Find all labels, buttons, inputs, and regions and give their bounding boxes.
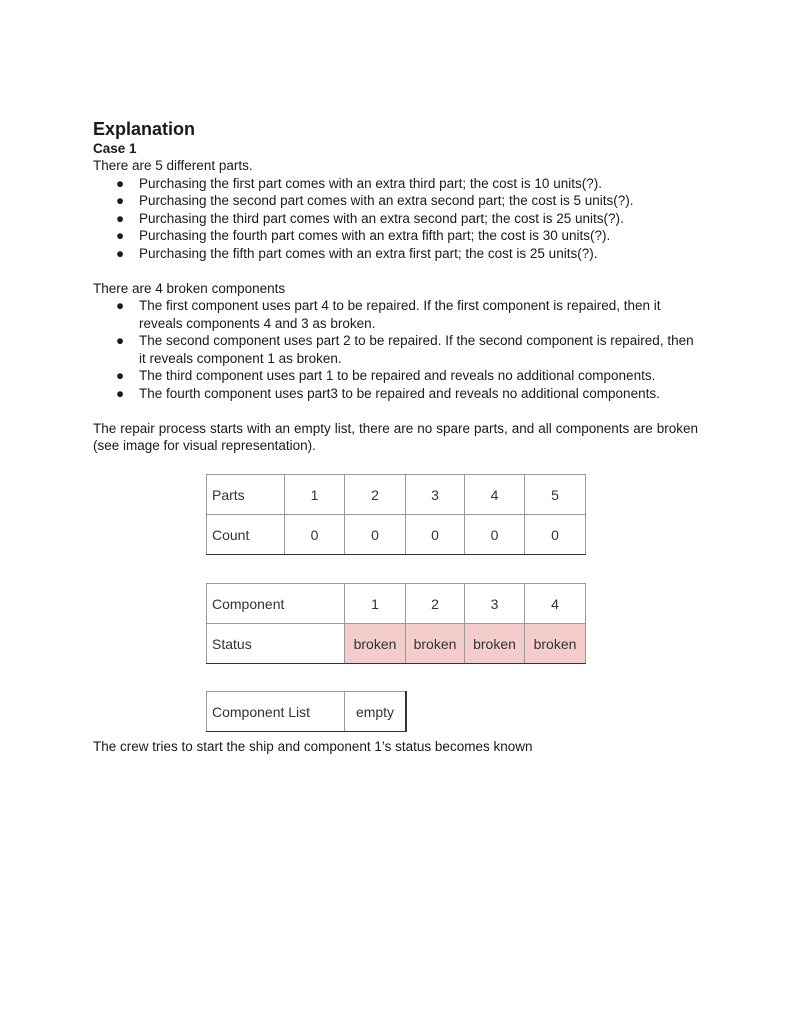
table-cell: 4 bbox=[525, 584, 586, 624]
list-item: ● Purchasing the second part comes with an extra second part; the cost is 5 units(?). bbox=[116, 193, 634, 208]
status-cell: broken bbox=[406, 624, 465, 664]
bullet-icon: ● bbox=[116, 193, 125, 208]
bullet-icon: ● bbox=[116, 210, 125, 226]
list-item: ● The second component uses part 2 to be repaired. If the second component is repaired, then it reveals component 1 as broken. bbox=[116, 333, 694, 366]
table-row bbox=[207, 515, 586, 555]
table-cell: 3 bbox=[465, 584, 525, 624]
list-item: ● The first component uses part 4 to be repaired. If the first component is repaired, then it reveals components 4 and 3 as broken. bbox=[116, 298, 661, 331]
table-cell: Component List bbox=[207, 692, 345, 732]
page-title: Explanation bbox=[93, 119, 196, 139]
table-cell: 1 bbox=[285, 475, 345, 515]
table-cell: 2 bbox=[345, 475, 406, 515]
table-row bbox=[207, 624, 586, 664]
bullet-icon: ● bbox=[116, 385, 125, 401]
status-cell: broken bbox=[465, 624, 525, 664]
list-item: ● The third component uses part 1 to be repaired and reveals no additional components. bbox=[116, 368, 656, 383]
table-row bbox=[207, 692, 407, 732]
table-cell: empty bbox=[345, 692, 407, 732]
bullet-icon: ● bbox=[116, 333, 125, 348]
footer-text: The crew tries to start the ship and component 1’s status becomes known bbox=[93, 739, 533, 754]
table-cell: Component bbox=[207, 584, 345, 624]
table-cell: 0 bbox=[525, 515, 586, 555]
bullet-icon: ● bbox=[116, 175, 125, 191]
table-cell: 0 bbox=[285, 515, 345, 555]
parts-intro: There are 5 different parts. bbox=[93, 158, 253, 173]
parts-table bbox=[206, 474, 586, 555]
components-intro: There are 4 broken components bbox=[93, 280, 286, 296]
list-item: ● Purchasing the fourth part comes with an extra fifth part; the cost is 30 units(?). bbox=[116, 228, 611, 243]
table-row bbox=[207, 584, 586, 624]
parts-list bbox=[93, 175, 698, 263]
component-list-table bbox=[206, 691, 407, 732]
component-table bbox=[206, 583, 586, 664]
document-body bbox=[93, 118, 698, 455]
table-row bbox=[207, 475, 586, 515]
table-cell: 3 bbox=[406, 475, 465, 515]
table-cell: 4 bbox=[465, 475, 525, 515]
table-cell: 2 bbox=[406, 584, 465, 624]
bullet-icon: ● bbox=[116, 368, 125, 383]
bullet-icon: ● bbox=[116, 228, 125, 243]
table-cell: Status bbox=[207, 624, 345, 664]
table-cell: Parts bbox=[207, 475, 285, 515]
table-cell: 0 bbox=[406, 515, 465, 555]
list-item: ● Purchasing the first part comes with an extra third part; the cost is 10 units(?). bbox=[116, 175, 602, 191]
table-cell: 1 bbox=[345, 584, 406, 624]
list-item: ● Purchasing the fifth part comes with an extra first part; the cost is 25 units(?). bbox=[116, 245, 598, 261]
bullet-icon: ● bbox=[116, 298, 125, 313]
table-cell: 0 bbox=[465, 515, 525, 555]
case-heading: Case 1 bbox=[93, 141, 137, 156]
table-cell: 0 bbox=[345, 515, 406, 555]
components-list bbox=[93, 297, 698, 402]
status-cell: broken bbox=[525, 624, 586, 664]
list-item: ● The fourth component uses part3 to be repaired and reveals no additional components. bbox=[116, 385, 660, 401]
table-cell: 5 bbox=[525, 475, 586, 515]
table-cell: Count bbox=[207, 515, 285, 555]
list-item: ● Purchasing the third part comes with an extra second part; the cost is 25 units(?). bbox=[116, 210, 624, 226]
bullet-icon: ● bbox=[116, 245, 125, 261]
status-cell: broken bbox=[345, 624, 406, 664]
process-paragraph: The repair process starts with an empty list, there are no spare parts, and all components are broken (see image for visual representation). bbox=[93, 420, 698, 453]
